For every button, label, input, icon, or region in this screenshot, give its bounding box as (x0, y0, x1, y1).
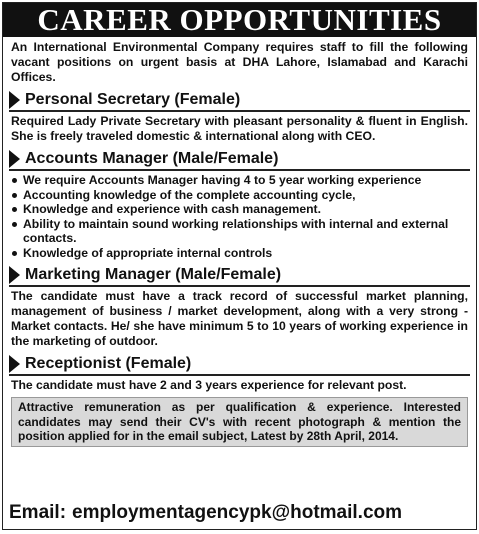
page-title: CAREER OPPORTUNITIES (3, 3, 476, 37)
accounts-manager-requirements (3, 173, 476, 260)
bullet-icon (12, 193, 17, 198)
list-item: Knowledge and experience with cash management. (11, 202, 468, 217)
receptionist-description: The candidate must have 2 and 3 years experience for relevant post. (11, 378, 407, 392)
section-label: Accounts Manager (Male/Female) (25, 150, 279, 167)
section-title-receptionist (9, 354, 470, 376)
intro-text: An International Environmental Company requires staff to fill the following vacant positions on urgent basis at DHA Lahore, Islamabad and Karachi Offices. (11, 40, 468, 84)
section-title-personal-secretary (9, 90, 470, 112)
section-label: Receptionist (Female) (25, 355, 192, 372)
bullet-icon (12, 178, 17, 183)
arrow-icon (9, 266, 20, 284)
bullet-icon (12, 222, 17, 227)
bullet-icon (12, 207, 17, 212)
marketing-manager-description: The candidate must have a track record of successful market planning, management of business / market development, along with a very strong - Market contacts. He/ she have minimum 5 to 10 years of working experience in the marketing of outdoor. (11, 289, 468, 348)
list-item: Knowledge of appropriate internal controls (11, 246, 468, 261)
section-title-accounts-manager (9, 149, 470, 171)
section-label: Marketing Manager (Male/Female) (25, 266, 282, 283)
list-item: Accounting knowledge of the complete accounting cycle, (11, 188, 468, 203)
section-title-marketing-manager (9, 265, 470, 287)
job-advertisement (2, 2, 477, 530)
personal-secretary-description: Required Lady Private Secretary with pleasant personality & fluent in English. She is freely traveled domestic & international along with CEO. (11, 114, 468, 143)
list-item: We require Accounts Manager having 4 to 5 year working experience (11, 173, 468, 188)
arrow-icon (9, 355, 20, 373)
bullet-icon (12, 251, 17, 256)
application-note: Attractive remuneration as per qualification & experience. Interested candidates may send their CV's with recent photograph & mention the position applied for in the email subject, Latest by 28th April, 2014. (11, 397, 468, 447)
contact-email-row (9, 501, 470, 525)
arrow-icon (9, 91, 20, 109)
arrow-icon (9, 150, 20, 168)
section-label: Personal Secretary (Female) (25, 91, 241, 108)
list-item: Ability to maintain sound working relationships with internal and external contacts. (11, 217, 468, 246)
email-address-link[interactable]: employmentagencypk@hotmail.com (72, 502, 403, 523)
email-label: Email: (9, 502, 67, 523)
